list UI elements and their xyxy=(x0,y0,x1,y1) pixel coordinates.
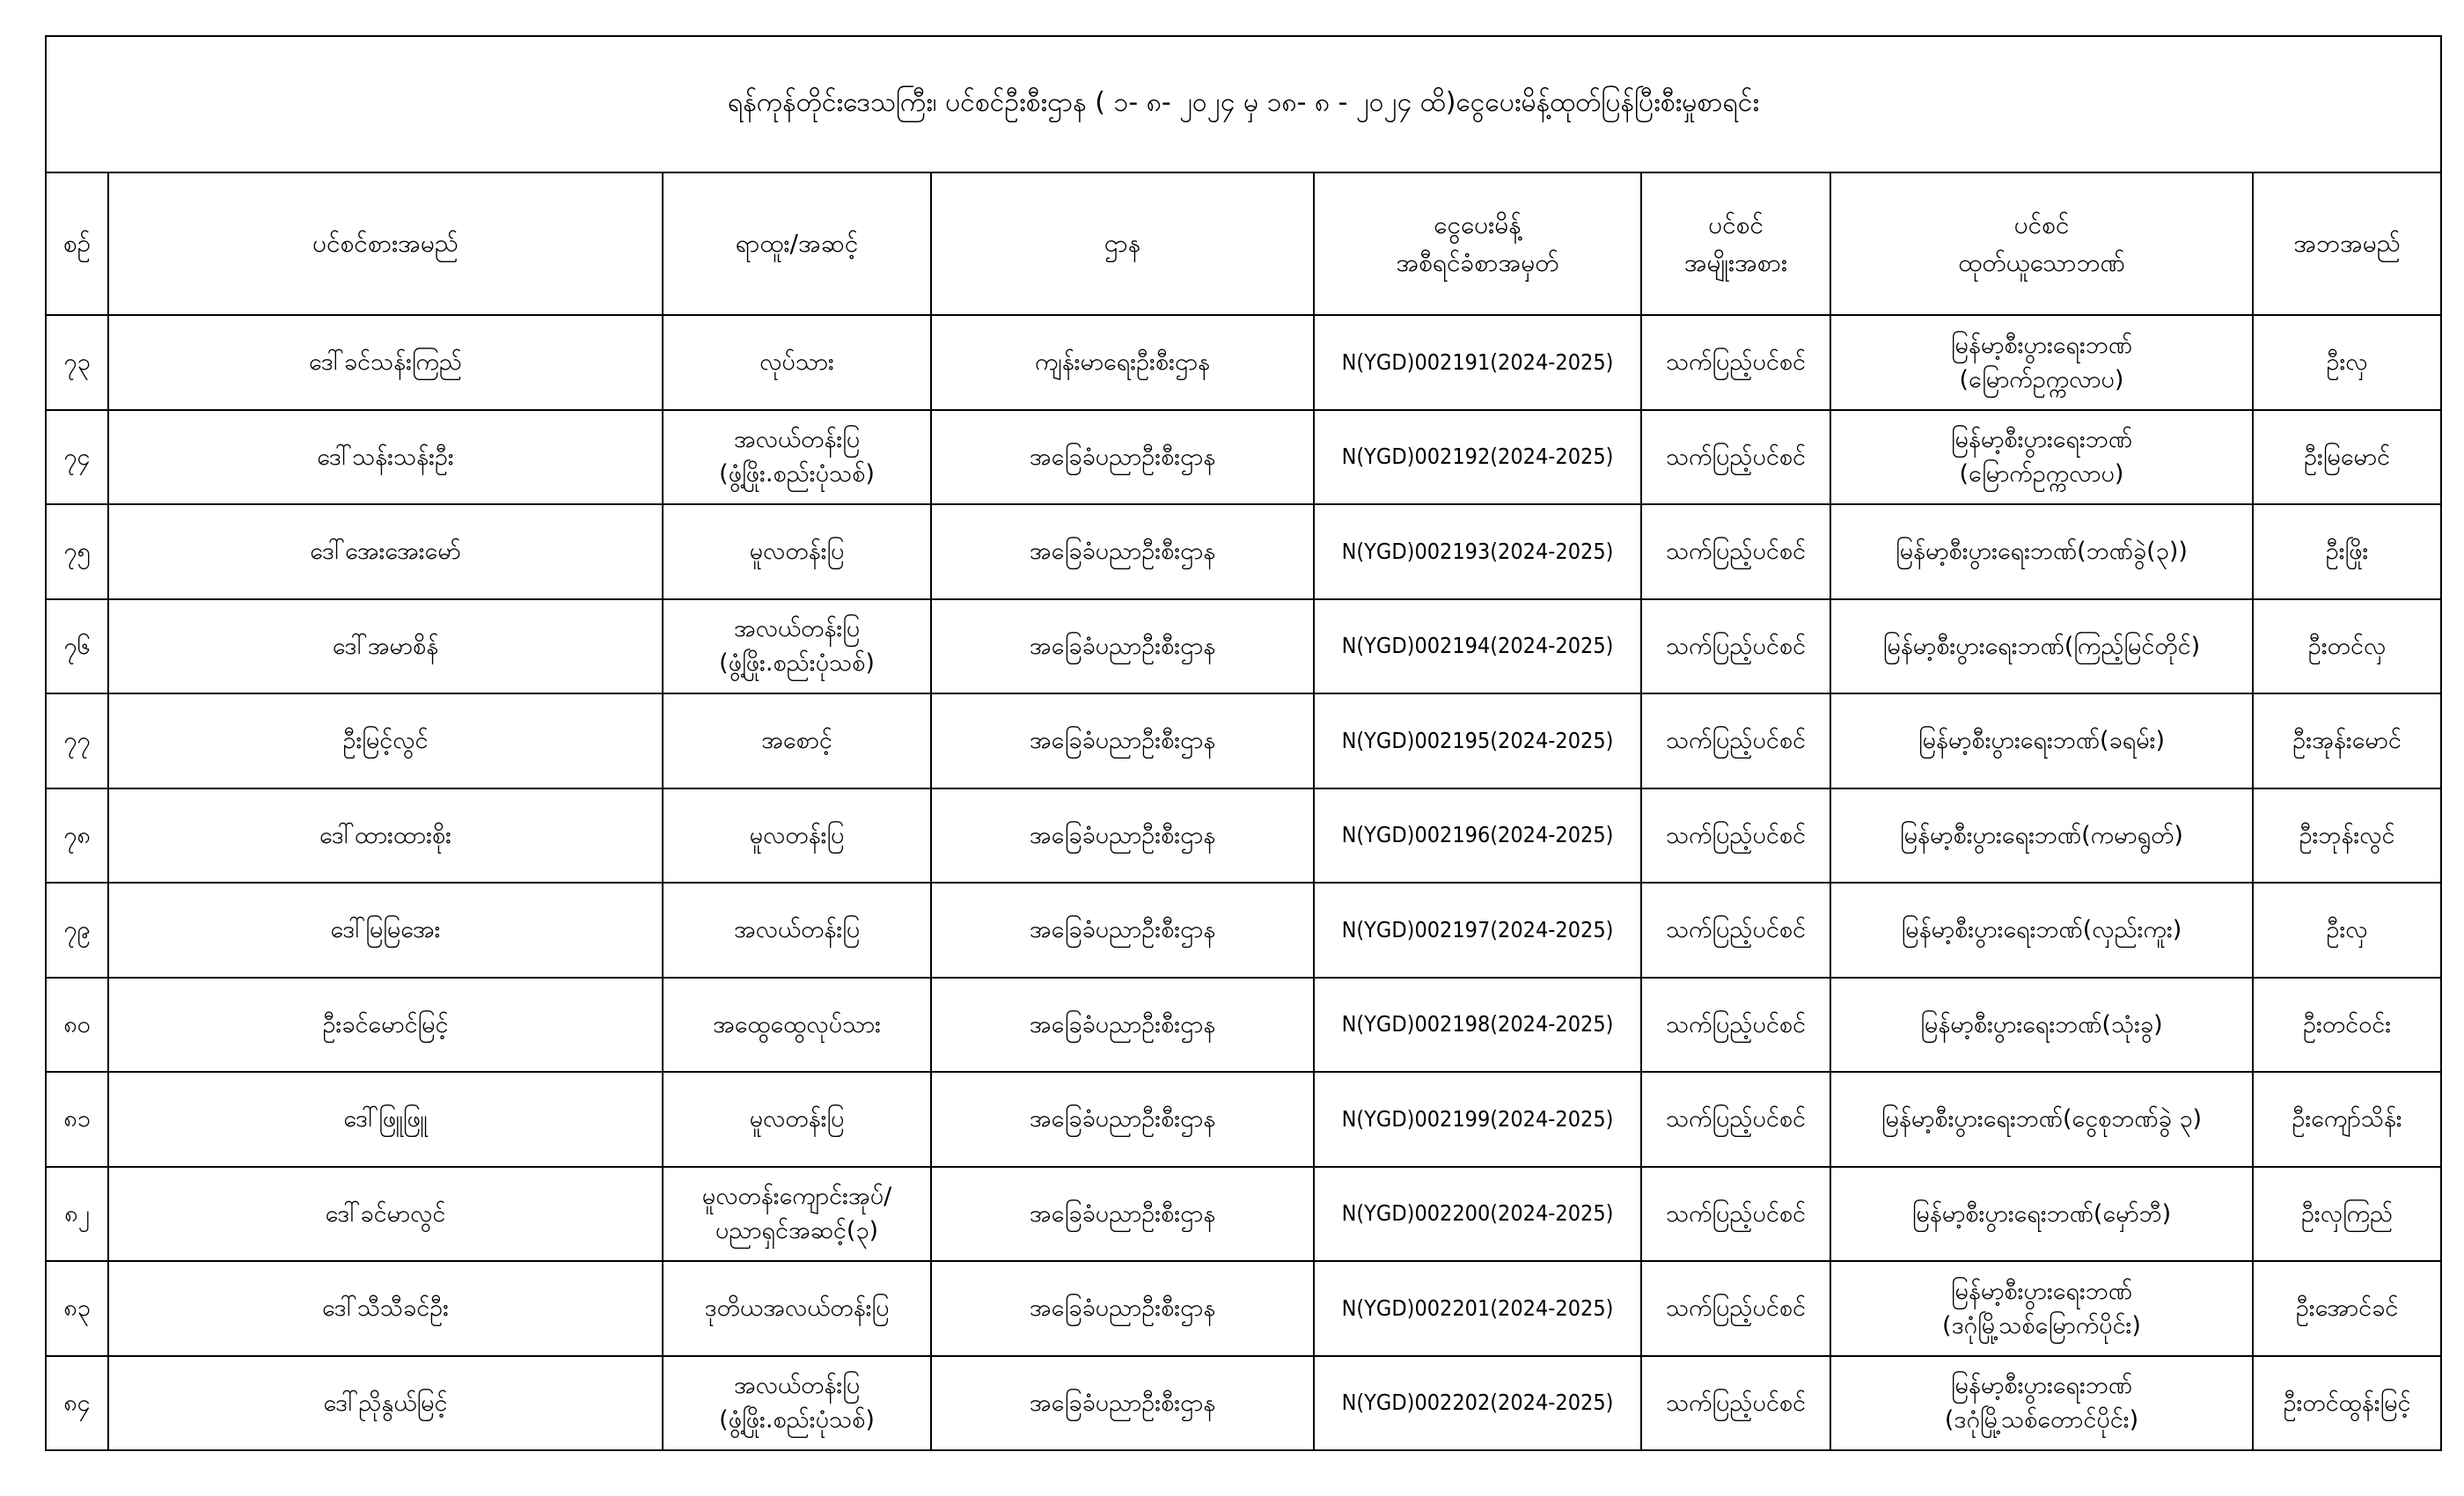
cell-father-name: ဦးတင်လှ xyxy=(2253,599,2441,694)
cell-rank xyxy=(663,788,931,884)
pension-report-sheet xyxy=(45,35,2440,1461)
cell-pension-type: သက်ပြည့်ပင်စင် xyxy=(1641,1072,1830,1167)
header-line: ပင်စင် xyxy=(1708,209,1764,239)
cell-father-name: ဦးအောင်ခင် xyxy=(2253,1261,2441,1356)
header-line: အဘအမည် xyxy=(2293,229,2401,259)
cell-rank-line: အထွေထွေလုပ်သား xyxy=(712,1010,882,1038)
cell-report-number: N(YGD)002195(2024-2025) xyxy=(1314,693,1641,788)
header-line: ထုတ်ယူသောဘဏ် xyxy=(1958,248,2125,277)
table-row xyxy=(46,1261,2441,1356)
cell-rank xyxy=(663,1261,931,1356)
cell-bank-line: မြန်မာ့စီးပွားရေးဘဏ် xyxy=(1950,331,2133,359)
cell-rank xyxy=(663,1167,931,1262)
cell-bank-line: မြန်မာ့စီးပွားရေးဘဏ်(ကြည့်မြင်တိုင်) xyxy=(1882,632,2201,660)
cell-pensioner-name: ဒေါ်သန်းသန်းဦး xyxy=(108,410,663,505)
col-header-department xyxy=(931,172,1314,315)
cell-father-name: ဦးတင်ထွန်းမြင့် xyxy=(2253,1356,2441,1451)
cell-bank-line: မြန်မာ့စီးပွားရေးဘဏ်(သုံးခွ) xyxy=(1920,1010,2163,1038)
cell-rank-line: မူလတန်းပြ xyxy=(749,821,845,849)
col-header-name xyxy=(108,172,663,315)
header-line: အမျိုးအစား xyxy=(1683,248,1788,277)
cell-rank-line: (ဖွံ့ဖြိုး.စည်းပုံသစ်) xyxy=(719,460,875,488)
cell-department: အခြေခံပညာဦးစီးဌာန xyxy=(931,504,1314,599)
cell-rank-line: အလယ်တန်းပြ xyxy=(733,1372,861,1400)
cell-rank xyxy=(663,504,931,599)
cell-bank xyxy=(1830,1261,2253,1356)
col-header-no xyxy=(46,172,108,315)
cell-bank-line: မြန်မာ့စီးပွားရေးဘဏ် xyxy=(1950,1372,2133,1400)
cell-pension-type: သက်ပြည့်ပင်စင် xyxy=(1641,883,1830,978)
cell-rank xyxy=(663,599,931,694)
cell-father-name: ဦးတင်ဝင်း xyxy=(2253,978,2441,1073)
col-header-father-name xyxy=(2253,172,2441,315)
pension-table xyxy=(45,35,2442,1451)
cell-rank-line: မူလတန်းပြ xyxy=(749,1105,845,1133)
cell-rank-line: (ဖွံ့ဖြိုး.စည်းပုံသစ်) xyxy=(719,1406,875,1434)
cell-rank-line: အစောင့် xyxy=(761,727,832,755)
cell-pensioner-name: ဒေါ်ဖြူဖြူ xyxy=(108,1072,663,1167)
cell-rank xyxy=(663,693,931,788)
cell-bank-line: မြန်မာ့စီးပွားရေးဘဏ်(ခရမ်း) xyxy=(1918,727,2166,755)
cell-bank-line: မြန်မာ့စီးပွားရေးဘဏ်(မှော်ဘီ) xyxy=(1911,1199,2172,1228)
header-line: ငွေပေးမိန့် xyxy=(1434,209,1522,239)
cell-bank xyxy=(1830,315,2253,410)
header-line: အစီရင်ခံစာအမှတ် xyxy=(1396,248,1559,277)
cell-bank-line: (ဒဂုံမြို့သစ်တောင်ပိုင်း) xyxy=(1944,1406,2139,1434)
cell-rank xyxy=(663,315,931,410)
cell-pension-type: သက်ပြည့်ပင်စင် xyxy=(1641,978,1830,1073)
table-row xyxy=(46,788,2441,884)
cell-bank-line: (မြောက်ဥက္ကလာပ) xyxy=(1959,460,2124,488)
header-row xyxy=(46,172,2441,315)
cell-bank xyxy=(1830,504,2253,599)
cell-pension-type: သက်ပြည့်ပင်စင် xyxy=(1641,1356,1830,1451)
cell-department: အခြေခံပညာဦးစီးဌာန xyxy=(931,1072,1314,1167)
cell-bank-line: မြန်မာ့စီးပွားရေးဘဏ်(ကမာရွတ်) xyxy=(1900,821,2183,849)
cell-report-number: N(YGD)002202(2024-2025) xyxy=(1314,1356,1641,1451)
table-row xyxy=(46,693,2441,788)
cell-rank-line: လုပ်သား xyxy=(759,348,834,377)
cell-report-number: N(YGD)002192(2024-2025) xyxy=(1314,410,1641,505)
cell-rank xyxy=(663,883,931,978)
cell-bank xyxy=(1830,1167,2253,1262)
cell-pension-type: သက်ပြည့်ပင်စင် xyxy=(1641,788,1830,884)
cell-pensioner-name: ဒေါ်ညိုနွယ်မြင့် xyxy=(108,1356,663,1451)
cell-bank xyxy=(1830,693,2253,788)
cell-no: ၇၄ xyxy=(46,410,108,505)
cell-father-name: ဦးလှ xyxy=(2253,315,2441,410)
cell-no: ၇၈ xyxy=(46,788,108,884)
cell-no: ၇၇ xyxy=(46,693,108,788)
table-row xyxy=(46,410,2441,505)
table-row xyxy=(46,1167,2441,1262)
cell-department: ကျန်းမာရေးဦးစီးဌာန xyxy=(931,315,1314,410)
cell-father-name: ဦးကျော်သိန်း xyxy=(2253,1072,2441,1167)
cell-report-number: N(YGD)002194(2024-2025) xyxy=(1314,599,1641,694)
cell-bank xyxy=(1830,599,2253,694)
cell-bank-line: (မြောက်ဥက္ကလာပ) xyxy=(1959,365,2124,393)
cell-father-name: ဦးဖြိုး xyxy=(2253,504,2441,599)
cell-rank-line: ပညာရှင်အဆင့်(၃) xyxy=(715,1217,879,1245)
cell-pensioner-name: ဒေါ်အမာစိန် xyxy=(108,599,663,694)
report-title: ရန်ကုန်တိုင်းဒေသကြီး၊ ပင်စင်ဦးစီးဌာန ( ၁- ၈- ၂၀၂၄ မှ ၁၈- ၈ - ၂၀၂၄ ထိ)ငွေပေးမိန့်ထုတ်ပြန်ပြီးစီးမှုစာရင်း xyxy=(46,36,2441,172)
cell-pensioner-name: ဒေါ်ခင်သန်းကြည် xyxy=(108,315,663,410)
cell-bank-line: မြန်မာ့စီးပွားရေးဘဏ် xyxy=(1950,1277,2133,1305)
cell-department: အခြေခံပညာဦးစီးဌာန xyxy=(931,1167,1314,1262)
cell-department: အခြေခံပညာဦးစီးဌာန xyxy=(931,883,1314,978)
cell-bank xyxy=(1830,883,2253,978)
cell-department: အခြေခံပညာဦးစီးဌာန xyxy=(931,788,1314,884)
cell-department: အခြေခံပညာဦးစီးဌာန xyxy=(931,693,1314,788)
table-row xyxy=(46,504,2441,599)
cell-pensioner-name: ဒေါ်မြမြအေး xyxy=(108,883,663,978)
cell-pension-type: သက်ပြည့်ပင်စင် xyxy=(1641,1167,1830,1262)
cell-no: ၈၀ xyxy=(46,978,108,1073)
cell-rank xyxy=(663,410,931,505)
table-row xyxy=(46,978,2441,1073)
cell-bank xyxy=(1830,788,2253,884)
cell-no: ၈၁ xyxy=(46,1072,108,1167)
table-row xyxy=(46,1356,2441,1451)
cell-department: အခြေခံပညာဦးစီးဌာန xyxy=(931,599,1314,694)
cell-rank-line: မူလတန်းပြ xyxy=(749,538,845,566)
cell-father-name: ဦးအုန်းမောင် xyxy=(2253,693,2441,788)
cell-bank xyxy=(1830,978,2253,1073)
cell-department: အခြေခံပညာဦးစီးဌာန xyxy=(931,1261,1314,1356)
cell-pension-type: သက်ပြည့်ပင်စင် xyxy=(1641,504,1830,599)
cell-rank xyxy=(663,1356,931,1451)
cell-pension-type: သက်ပြည့်ပင်စင် xyxy=(1641,315,1830,410)
cell-pensioner-name: ဦးခင်မောင်မြင့် xyxy=(108,978,663,1073)
cell-no: ၈၄ xyxy=(46,1356,108,1451)
header-line: ပင်စင်စားအမည် xyxy=(312,229,458,259)
col-header-rank xyxy=(663,172,931,315)
cell-bank-line: (ဒဂုံမြို့သစ်မြောက်ပိုင်း) xyxy=(1942,1311,2141,1339)
cell-no: ၇၉ xyxy=(46,883,108,978)
cell-no: ၈၂ xyxy=(46,1167,108,1262)
cell-report-number: N(YGD)002198(2024-2025) xyxy=(1314,978,1641,1073)
cell-father-name: ဦးလှကြည် xyxy=(2253,1167,2441,1262)
table-row xyxy=(46,1072,2441,1167)
cell-report-number: N(YGD)002191(2024-2025) xyxy=(1314,315,1641,410)
cell-no: ၈၃ xyxy=(46,1261,108,1356)
cell-pensioner-name: ဒေါ်သီသီခင်ဦး xyxy=(108,1261,663,1356)
header-line: စဉ် xyxy=(62,229,92,259)
cell-rank-line: ဒုတိယအလယ်တန်းပြ xyxy=(704,1294,890,1323)
cell-rank xyxy=(663,1072,931,1167)
cell-bank-line: မြန်မာ့စီးပွားရေးဘဏ်(ဘဏ်ခွဲ(၃)) xyxy=(1896,538,2188,566)
header-line: ရာထူး/အဆင့် xyxy=(735,229,859,259)
cell-rank xyxy=(663,978,931,1073)
header-line: ဌာန xyxy=(1104,229,1141,259)
cell-bank xyxy=(1830,410,2253,505)
cell-no: ၇၅ xyxy=(46,504,108,599)
cell-no: ၇၆ xyxy=(46,599,108,694)
cell-father-name: ဦးလှ xyxy=(2253,883,2441,978)
cell-report-number: N(YGD)002201(2024-2025) xyxy=(1314,1261,1641,1356)
cell-bank-line: မြန်မာ့စီးပွားရေးဘဏ်(လှည်းကူး) xyxy=(1901,916,2182,944)
cell-report-number: N(YGD)002193(2024-2025) xyxy=(1314,504,1641,599)
cell-pension-type: သက်ပြည့်ပင်စင် xyxy=(1641,599,1830,694)
col-header-pension-type xyxy=(1641,172,1830,315)
cell-department: အခြေခံပညာဦးစီးဌာန xyxy=(931,1356,1314,1451)
cell-bank xyxy=(1830,1072,2253,1167)
cell-rank-line: (ဖွံ့ဖြိုး.စည်းပုံသစ်) xyxy=(719,649,875,678)
cell-bank xyxy=(1830,1356,2253,1451)
cell-rank-line: မူလတန်းကျောင်းအုပ်/ xyxy=(701,1183,892,1211)
cell-rank-line: အလယ်တန်းပြ xyxy=(733,615,861,643)
cell-report-number: N(YGD)002199(2024-2025) xyxy=(1314,1072,1641,1167)
cell-report-number: N(YGD)002197(2024-2025) xyxy=(1314,883,1641,978)
col-header-report-number xyxy=(1314,172,1641,315)
cell-pensioner-name: ဒေါ်အေးအေးမော် xyxy=(108,504,663,599)
title-row xyxy=(46,36,2441,172)
cell-rank-line: အလယ်တန်းပြ xyxy=(733,916,861,944)
cell-bank-line: မြန်မာ့စီးပွားရေးဘဏ် xyxy=(1950,426,2133,454)
cell-department: အခြေခံပညာဦးစီးဌာန xyxy=(931,410,1314,505)
cell-pension-type: သက်ပြည့်ပင်စင် xyxy=(1641,1261,1830,1356)
table-row xyxy=(46,599,2441,694)
cell-report-number: N(YGD)002196(2024-2025) xyxy=(1314,788,1641,884)
cell-department: အခြေခံပညာဦးစီးဌာန xyxy=(931,978,1314,1073)
cell-pensioner-name: ဦးမြင့်လွင် xyxy=(108,693,663,788)
cell-bank-line: မြန်မာ့စီးပွားရေးဘဏ်(ငွေစုဘဏ်ခွဲ ၃) xyxy=(1881,1105,2203,1133)
cell-pension-type: သက်ပြည့်ပင်စင် xyxy=(1641,410,1830,505)
cell-rank-line: အလယ်တန်းပြ xyxy=(733,426,861,454)
cell-report-number: N(YGD)002200(2024-2025) xyxy=(1314,1167,1641,1262)
cell-pensioner-name: ဒေါ်ထားထားစိုး xyxy=(108,788,663,884)
cell-father-name: ဦးမြမောင် xyxy=(2253,410,2441,505)
table-row xyxy=(46,315,2441,410)
table-row xyxy=(46,883,2441,978)
cell-pension-type: သက်ပြည့်ပင်စင် xyxy=(1641,693,1830,788)
cell-pensioner-name: ဒေါ်ခင်မာလွင် xyxy=(108,1167,663,1262)
header-line: ပင်စင် xyxy=(2013,209,2070,239)
cell-father-name: ဦးဘုန်းလွင် xyxy=(2253,788,2441,884)
col-header-bank xyxy=(1830,172,2253,315)
cell-no: ၇၃ xyxy=(46,315,108,410)
